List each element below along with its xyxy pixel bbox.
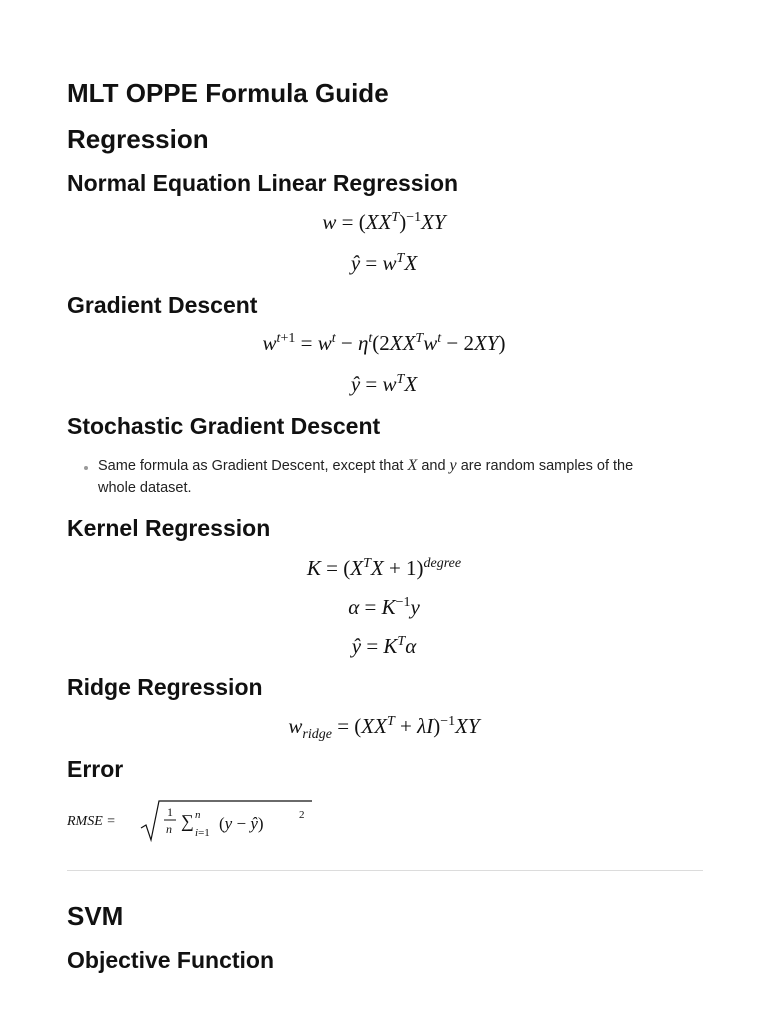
formula-kernel-alpha: $\alpha = K^{-1}y$ xyxy=(348,595,420,619)
subheading-sgd: Stochastic Gradient Descent xyxy=(67,413,381,439)
sgd-bullet-line2: whole dataset. xyxy=(98,480,192,496)
formula-gradient-descent-update: $w^{t+1} = w^t - \eta^t(2XX^Tw^t - 2XY)$ xyxy=(262,331,506,355)
formula-normal-equation-yhat: ŷ = $w^TX$ xyxy=(350,251,418,275)
bullet-dot xyxy=(84,466,88,470)
frac-numerator: 1 xyxy=(167,805,173,819)
page-title: MLT OPPE Formula Guide xyxy=(67,78,389,108)
section-heading-svm: SVM xyxy=(67,901,124,931)
rmse-label: RMSE = xyxy=(67,814,116,829)
subheading-objective-function: Objective Function xyxy=(67,947,275,973)
frac-denominator: n xyxy=(166,822,172,836)
subheading-ridge-regression: Ridge Regression xyxy=(67,674,263,700)
formula-kernel-yhat: ŷ = $K^T\alpha$ xyxy=(351,634,417,658)
subheading-kernel-regression: Kernel Regression xyxy=(67,515,271,541)
formula-normal-equation-w: $w = (XX^T)^{-1}XY$ xyxy=(322,210,446,234)
subheading-gradient-descent: Gradient Descent xyxy=(67,292,258,318)
formula-kernel-matrix: $K = (X^TX + 1)^{degree}$ xyxy=(306,556,462,580)
subheading-error: Error xyxy=(67,756,124,782)
section-divider xyxy=(67,870,703,871)
sigma-symbol: ∑ xyxy=(181,811,194,831)
rmse-formula-svg xyxy=(67,798,327,844)
section-heading-regression: Regression xyxy=(67,124,209,154)
sum-lower-limit: i=1 xyxy=(195,827,210,839)
formula-ridge-w: $w_{ridge} = (XX^T + \lambda I)^{-1}XY$ xyxy=(288,714,480,743)
sgd-bullet-line1: Same formula as Gradient Descent, except that X and y are random samples of the xyxy=(98,457,634,474)
formula-rmse xyxy=(67,798,327,849)
formula-gradient-descent-yhat: ŷ = $w^TX$ xyxy=(350,372,418,396)
subheading-normal-equation: Normal Equation Linear Regression xyxy=(67,170,459,196)
sum-upper-limit: n xyxy=(195,809,201,821)
rmse-exponent: 2 xyxy=(299,809,305,821)
rmse-body: (y − ŷ) xyxy=(219,814,264,833)
